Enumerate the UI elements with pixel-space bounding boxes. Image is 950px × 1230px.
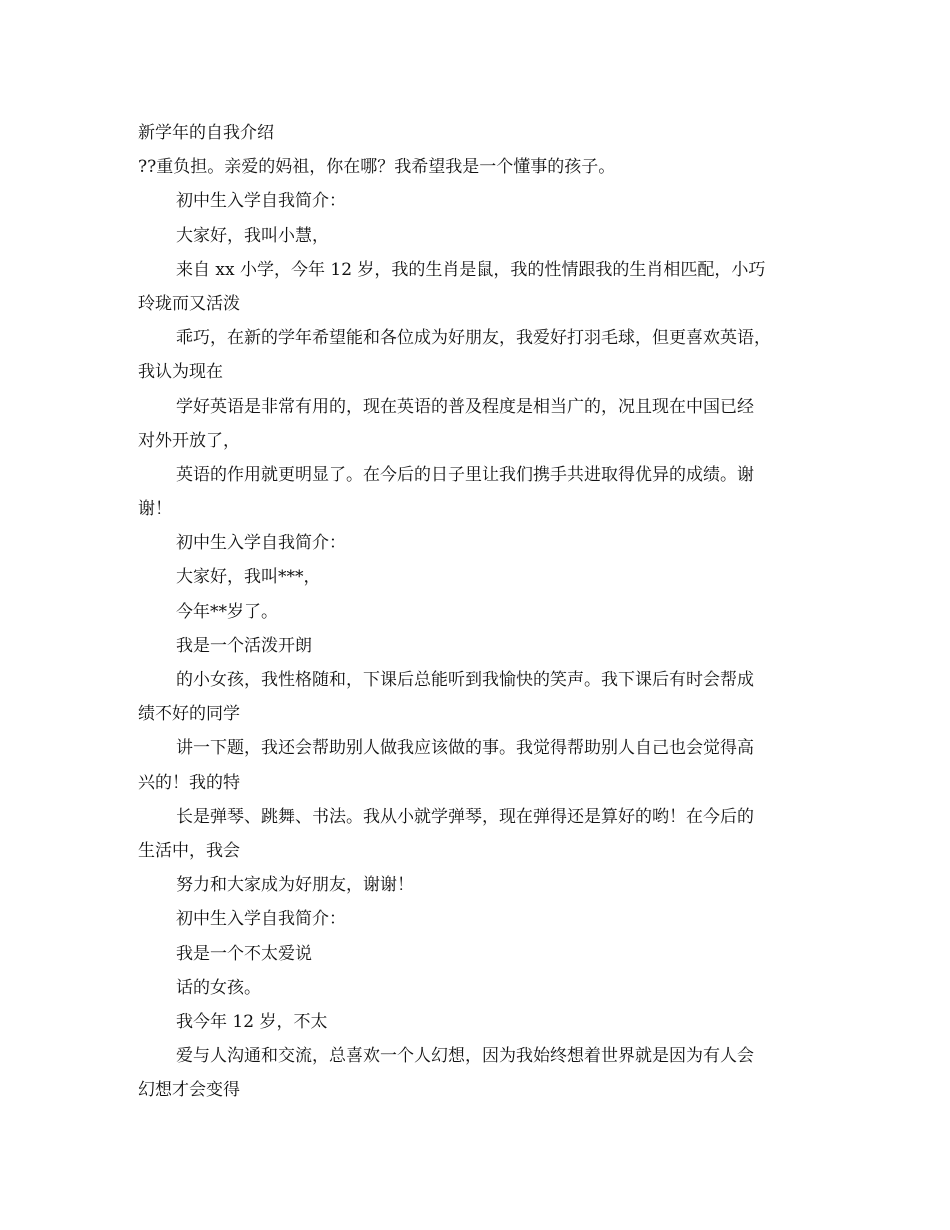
text-line: 绩不好的同学 xyxy=(138,704,240,725)
text-line: 今年**岁了。 xyxy=(176,601,278,622)
text-line: 我今年 12 岁，不太 xyxy=(176,1011,328,1032)
text-line: 兴的！我的特 xyxy=(138,772,240,793)
text-line: 长是弹琴、跳舞、书法。我从小就学弹琴，现在弹得还是算好的哟！在今后的 xyxy=(176,806,754,827)
text-line: 我是一个活泼开朗 xyxy=(176,635,312,656)
text-line: 大家好，我叫***， xyxy=(176,567,321,588)
text-line: 乖巧，在新的学年希望能和各位成为好朋友，我爱好打羽毛球，但更喜欢英语， xyxy=(176,328,771,349)
text-line: 学好英语是非常有用的，现在英语的普及程度是相当广的，况且现在中国已经 xyxy=(176,396,754,417)
text-line: 来自 xx 小学，今年 12 岁，我的生肖是鼠，我的性情跟我的生肖相匹配，小巧 xyxy=(176,259,766,280)
document-title: 新学年的自我介绍 xyxy=(138,123,274,143)
text-line: 幻想才会变得 xyxy=(138,1080,240,1101)
text-line: 玲珑而又活泼 xyxy=(138,293,240,314)
text-line: 初中生入学自我简介： xyxy=(176,533,346,554)
text-line: 的小女孩，我性格随和，下课后总能听到我愉快的笑声。我下课后有时会帮成 xyxy=(176,670,754,690)
text-line: 话的女孩。 xyxy=(176,977,261,998)
text-line: 英语的作用就更明显了。在今后的日子里让我们携手共进取得优异的成绩。谢 xyxy=(176,464,754,485)
text-line: 我是一个不太爱说 xyxy=(176,943,312,964)
text-line: 爱与人沟通和交流，总喜欢一个人幻想，因为我始终想着世界就是因为有人会 xyxy=(176,1046,754,1067)
text-line: 初中生入学自我简介： xyxy=(176,909,346,930)
text-line: 讲一下题，我还会帮助别人做我应该做的事。我觉得帮助别人自己也会觉得高 xyxy=(176,738,754,759)
text-line: ??重负担。亲爱的妈祖，你在哪？我希望我是一个懂事的孩子。 xyxy=(138,157,616,178)
document-body xyxy=(138,116,828,1107)
text-line: 努力和大家成为好朋友，谢谢！ xyxy=(176,875,414,896)
text-line: 谢！ xyxy=(138,499,172,520)
text-line: 大家好，我叫小慧， xyxy=(176,225,329,246)
text-line: 对外开放了， xyxy=(138,430,240,451)
paragraph-lines xyxy=(138,150,828,1107)
text-line: 初中生入学自我简介： xyxy=(176,191,346,212)
text-line: 生活中，我会 xyxy=(138,840,240,861)
text-line: 我认为现在 xyxy=(138,362,223,383)
